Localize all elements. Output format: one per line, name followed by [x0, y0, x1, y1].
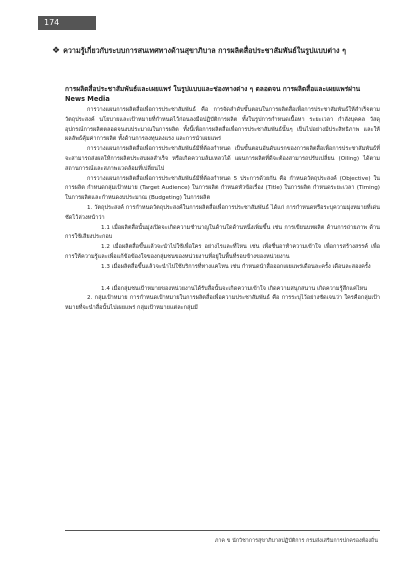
subheading: การผลิตสื่อประชาสัมพันธ์และเผยแพร่ ในรูปแบบและช่องทางต่าง ๆ ตลอดจน การผลิตสื่อและเผยแพร่ผ่าน News Media	[65, 85, 361, 103]
paragraph: 1. วัตถุประสงค์ การกำหนดวัตถุประสงค์ในการผลิตสื่อเพื่อการประชาสัมพันธ์ ได้แก่ การกำหนดหรือระบุความมุ่งหมายที่เด่นชัดไว้ล่วงหน้าว่า	[65, 204, 380, 221]
body-text	[65, 106, 380, 314]
page-footer: ภาค ข นักวิชาการสุขาภิบาลปฏิบัติการ กรมส่งเสริมการปกครองท้องถิ่น	[214, 538, 378, 544]
spacer	[65, 273, 380, 285]
paragraph: การวางแผนการผลิตสื่อเพื่อการประชาสัมพันธ์มีที่ต้องกำหนด เป็นขั้นตอนอันดับแรกของการผลิตสื่อเพื่อการประชาสัมพันธ์ที่จะสามารถส่งผลให้การผลิตประสบผลสำเร็จ หรือเกิดความล้มเหลวได้ แผนการผลิตที่ดีจะต้องสามารถปรับเปลี่ยน (Oiling) ได้ตามสถานการณ์และสภาพแวดล้อมที่เปลี่ยนไป	[65, 146, 380, 172]
page-number: 174	[44, 18, 60, 27]
section-title-text: ความรู้เกี่ยวกับระบบการสนเทศทางด้านสุขาภิบาล การผลิตสื่อประชาสัมพันธ์ในรูปแบบต่าง ๆ	[63, 46, 346, 55]
paragraph: 1.1 เมื่อผลิตสื่อนั้นมุ่งเปิดจะเกิดความชำนาญในด้านใดด้านหนึ่งเพิ่มขึ้น เช่น การเขียนบทผลิต ด้านการถ่ายภาพ ด้านการใช้เสียงประกอบ	[65, 224, 380, 241]
diamond-bullet-icon: ❖	[52, 46, 61, 56]
paragraph: 1.3 เมื่อผลิตสื่อขึ้นแล้วจะนำไปใช้บริการที่ทางแคไหน เช่น กำหนดนำสื่อออกเผยแพร่เดือนละครั้ง เดือนละสองครั้ง	[101, 263, 371, 270]
section-title	[52, 46, 382, 56]
page-number-badge	[38, 16, 96, 30]
paragraph: 1.4 เมื่อกลุ่มชนเป้าหมายของหน่วยงานได้รับสื่อนั้นจะเกิดความเข้าใจ เกิดความสนุกสนาน เกิดความรู้สึกแค่ไหน	[101, 285, 368, 292]
footer-divider	[65, 530, 380, 531]
paragraph: การวางแผนการผลิตสื่อเพื่อการประชาสัมพันธ์มีที่ต้องกำหนด 5 ประการด้วยกัน คือ กำหนดวัตถุประสงค์ (Objective) ในการผลิต กำหนดกลุ่มเป้าหมาย (Target Audience) ในการผลิต กำหนดหัวข้อเรื่อง (Title) ในการผลิต กำหนดระยะเวลา (Timing) ในการผลิตและกำหนดงบประมาณ (Budgeting) ในการผลิต	[65, 175, 380, 202]
paragraph: 1.2 เมื่อผลิตสื่อขึ้นแล้วจะนำไปใช้เพื่อใคร อย่างไรและที่ไหน เช่น เพื่อชื่นอาท้าความเข้าใจ เพื่อการสร้างสรรค์ เพื่อการให้ความรู้และเพื่อแก้ข้อข้องใจของกลุ่มชนของหน่วยงานที่อยู่ในพื้นที่รอบข้างของหน่วยงาน	[65, 244, 380, 260]
paragraph: 2. กลุ่มเป้าหมาย การกำหนดเป้าหมายในการผลิตสื่อเพื่อความประชาสัมพันธ์ คือ การระบุไว้อย่างชัดเจนว่า ใครคือกลุ่มเป้าหมายที่จะนำสื่อนั้นไปเผยแพร่ กลุ่มเป้าหมายแต่ละกลุ่มมี	[65, 295, 380, 312]
paragraph: การวางแผนการผลิตสื่อเพื่อการประชาสัมพันธ์ คือ การจัดลำดับขั้นตอนในการผลิตสื่อเพื่อการประชาสัมพันธ์ให้สำเร็จตามวัตถุประสงค์ นโยบายและเป้าหมายที่กำหนดไว้ก่อนลงมือปฏิบัติการผลิต ทั้งในรูปการกำหนดเนื้อหา ระยะเวลา กำลังบุคคล วัสดุอุปกรณ์การผลิตตลอดจนงบประมาณในการผลิต ทั้งนี้เพื่อการผลิตสื่อเพื่อการประชาสัมพันธ์นั้นๆ เป็นไปอย่างมีประสิทธิภาพ และให้ผลลัพธ์คุ้มค่าการผลิต ทั้งด้านการลงทุนลงแรง และการนำเผยแพร่	[65, 107, 380, 143]
